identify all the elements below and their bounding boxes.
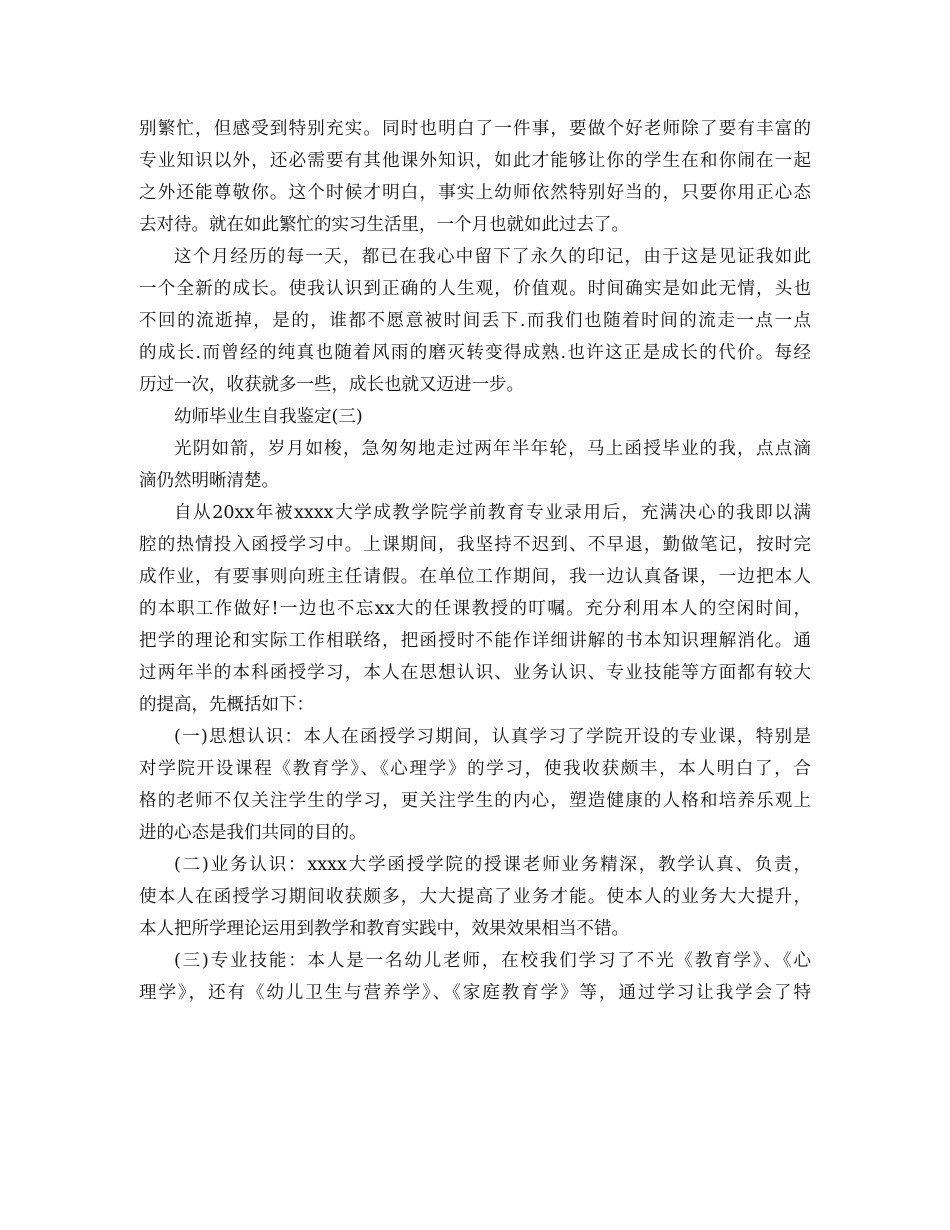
paragraph-7	[139, 945, 811, 1009]
text-line: 自从20xx年被xxxx大学成教学院学前教育专业录用后，充满决心的我即以满	[174, 503, 811, 523]
paragraph-1	[139, 113, 811, 241]
text-line: 把学的理论和实际工作相联络，把函授时不能作详细讲解的书本知识理解消化。通	[139, 631, 811, 651]
text-line: 专业知识以外，还必需要有其他课外知识，如此才能够让你的学生在和你闹在一起	[139, 151, 811, 171]
section-heading	[139, 401, 811, 433]
text-line: 别繁忙，但感受到特别充实。同时也明白了一件事，要做个好老师除了要有丰富的	[139, 119, 811, 139]
text-line: 去对待。就在如此繁忙的实习生活里，一个月也就如此过去了。	[139, 215, 629, 235]
text-line: 的提高，先概括如下：	[139, 695, 314, 715]
text-line: 一个全新的成长。使我认识到正确的人生观，价值观。时间确实是如此无情，头也	[139, 279, 811, 299]
text-line: 成作业，有要事则向班主任请假。在单位工作期间，我一边认真备课，一边把本人	[139, 567, 811, 587]
text-line: 的本职工作做好!一边也不忘xx大的任课教授的叮嘱。充分利用本人的空闲时间，	[139, 599, 811, 619]
text-line: 理学》，还有《幼儿卫生与营养学》、《家庭教育学》等，通过学习让我学会了特	[139, 983, 811, 1003]
text-line: 历过一次，收获就多一些，成长也就又迈进一步。	[139, 375, 524, 395]
paragraph-6	[139, 849, 811, 945]
document-page	[139, 113, 811, 1009]
text-line: 过两年半的本科函授学习，本人在思想认识、业务认识、专业技能等方面都有较大	[139, 663, 811, 683]
paragraph-3	[139, 433, 811, 497]
text-line: 滴仍然明晰清楚。	[139, 471, 279, 491]
heading-line: 幼师毕业生自我鉴定(三)	[174, 407, 363, 427]
text-line: 对学院开设课程《教育学》、《心理学》的学习，使我收获颇丰，本人明白了，合	[139, 759, 811, 779]
text-line: (二)业务认识：xxxx大学函授学院的授课老师业务精深，教学认真、负责，	[174, 855, 811, 875]
text-line: 的成长.而曾经的纯真也随着风雨的磨灭转变得成熟.也许这正是成长的代价。每经	[139, 343, 811, 363]
paragraph-4	[139, 497, 811, 721]
text-line: 这个月经历的每一天，都已在我心中留下了永久的印记，由于这是见证我如此	[174, 247, 811, 267]
paragraph-2	[139, 241, 811, 401]
text-line: (三)专业技能：本人是一名幼儿老师，在校我们学习了不光《教育学》、《心	[174, 951, 811, 971]
text-line: 格的老师不仅关注学生的学习，更关注学生的内心，塑造健康的人格和培养乐观上	[139, 791, 811, 811]
text-line: 腔的热情投入函授学习中。上课期间，我坚持不迟到、不早退，勤做笔记，按时完	[139, 535, 811, 555]
paragraph-5	[139, 721, 811, 849]
text-line: (一)思想认识：本人在函授学习期间，认真学习了学院开设的专业课，特别是	[174, 727, 811, 747]
text-line: 使本人在函授学习期间收获颇多，大大提高了业务才能。使本人的业务大大提升，	[139, 887, 811, 907]
text-line: 不回的流逝掉，是的，谁都不愿意被时间丢下.而我们也随着时间的流走一点一点	[139, 311, 811, 331]
text-line: 本人把所学理论运用到教学和教育实践中，效果效果相当不错。	[139, 919, 629, 939]
text-line: 进的心态是我们共同的目的。	[139, 823, 367, 843]
text-line: 光阴如箭，岁月如梭，急匆匆地走过两年半年轮，马上函授毕业的我，点点滴	[174, 439, 811, 459]
text-line: 之外还能尊敬你。这个时候才明白，事实上幼师依然特别好当的，只要你用正心态	[139, 183, 811, 203]
